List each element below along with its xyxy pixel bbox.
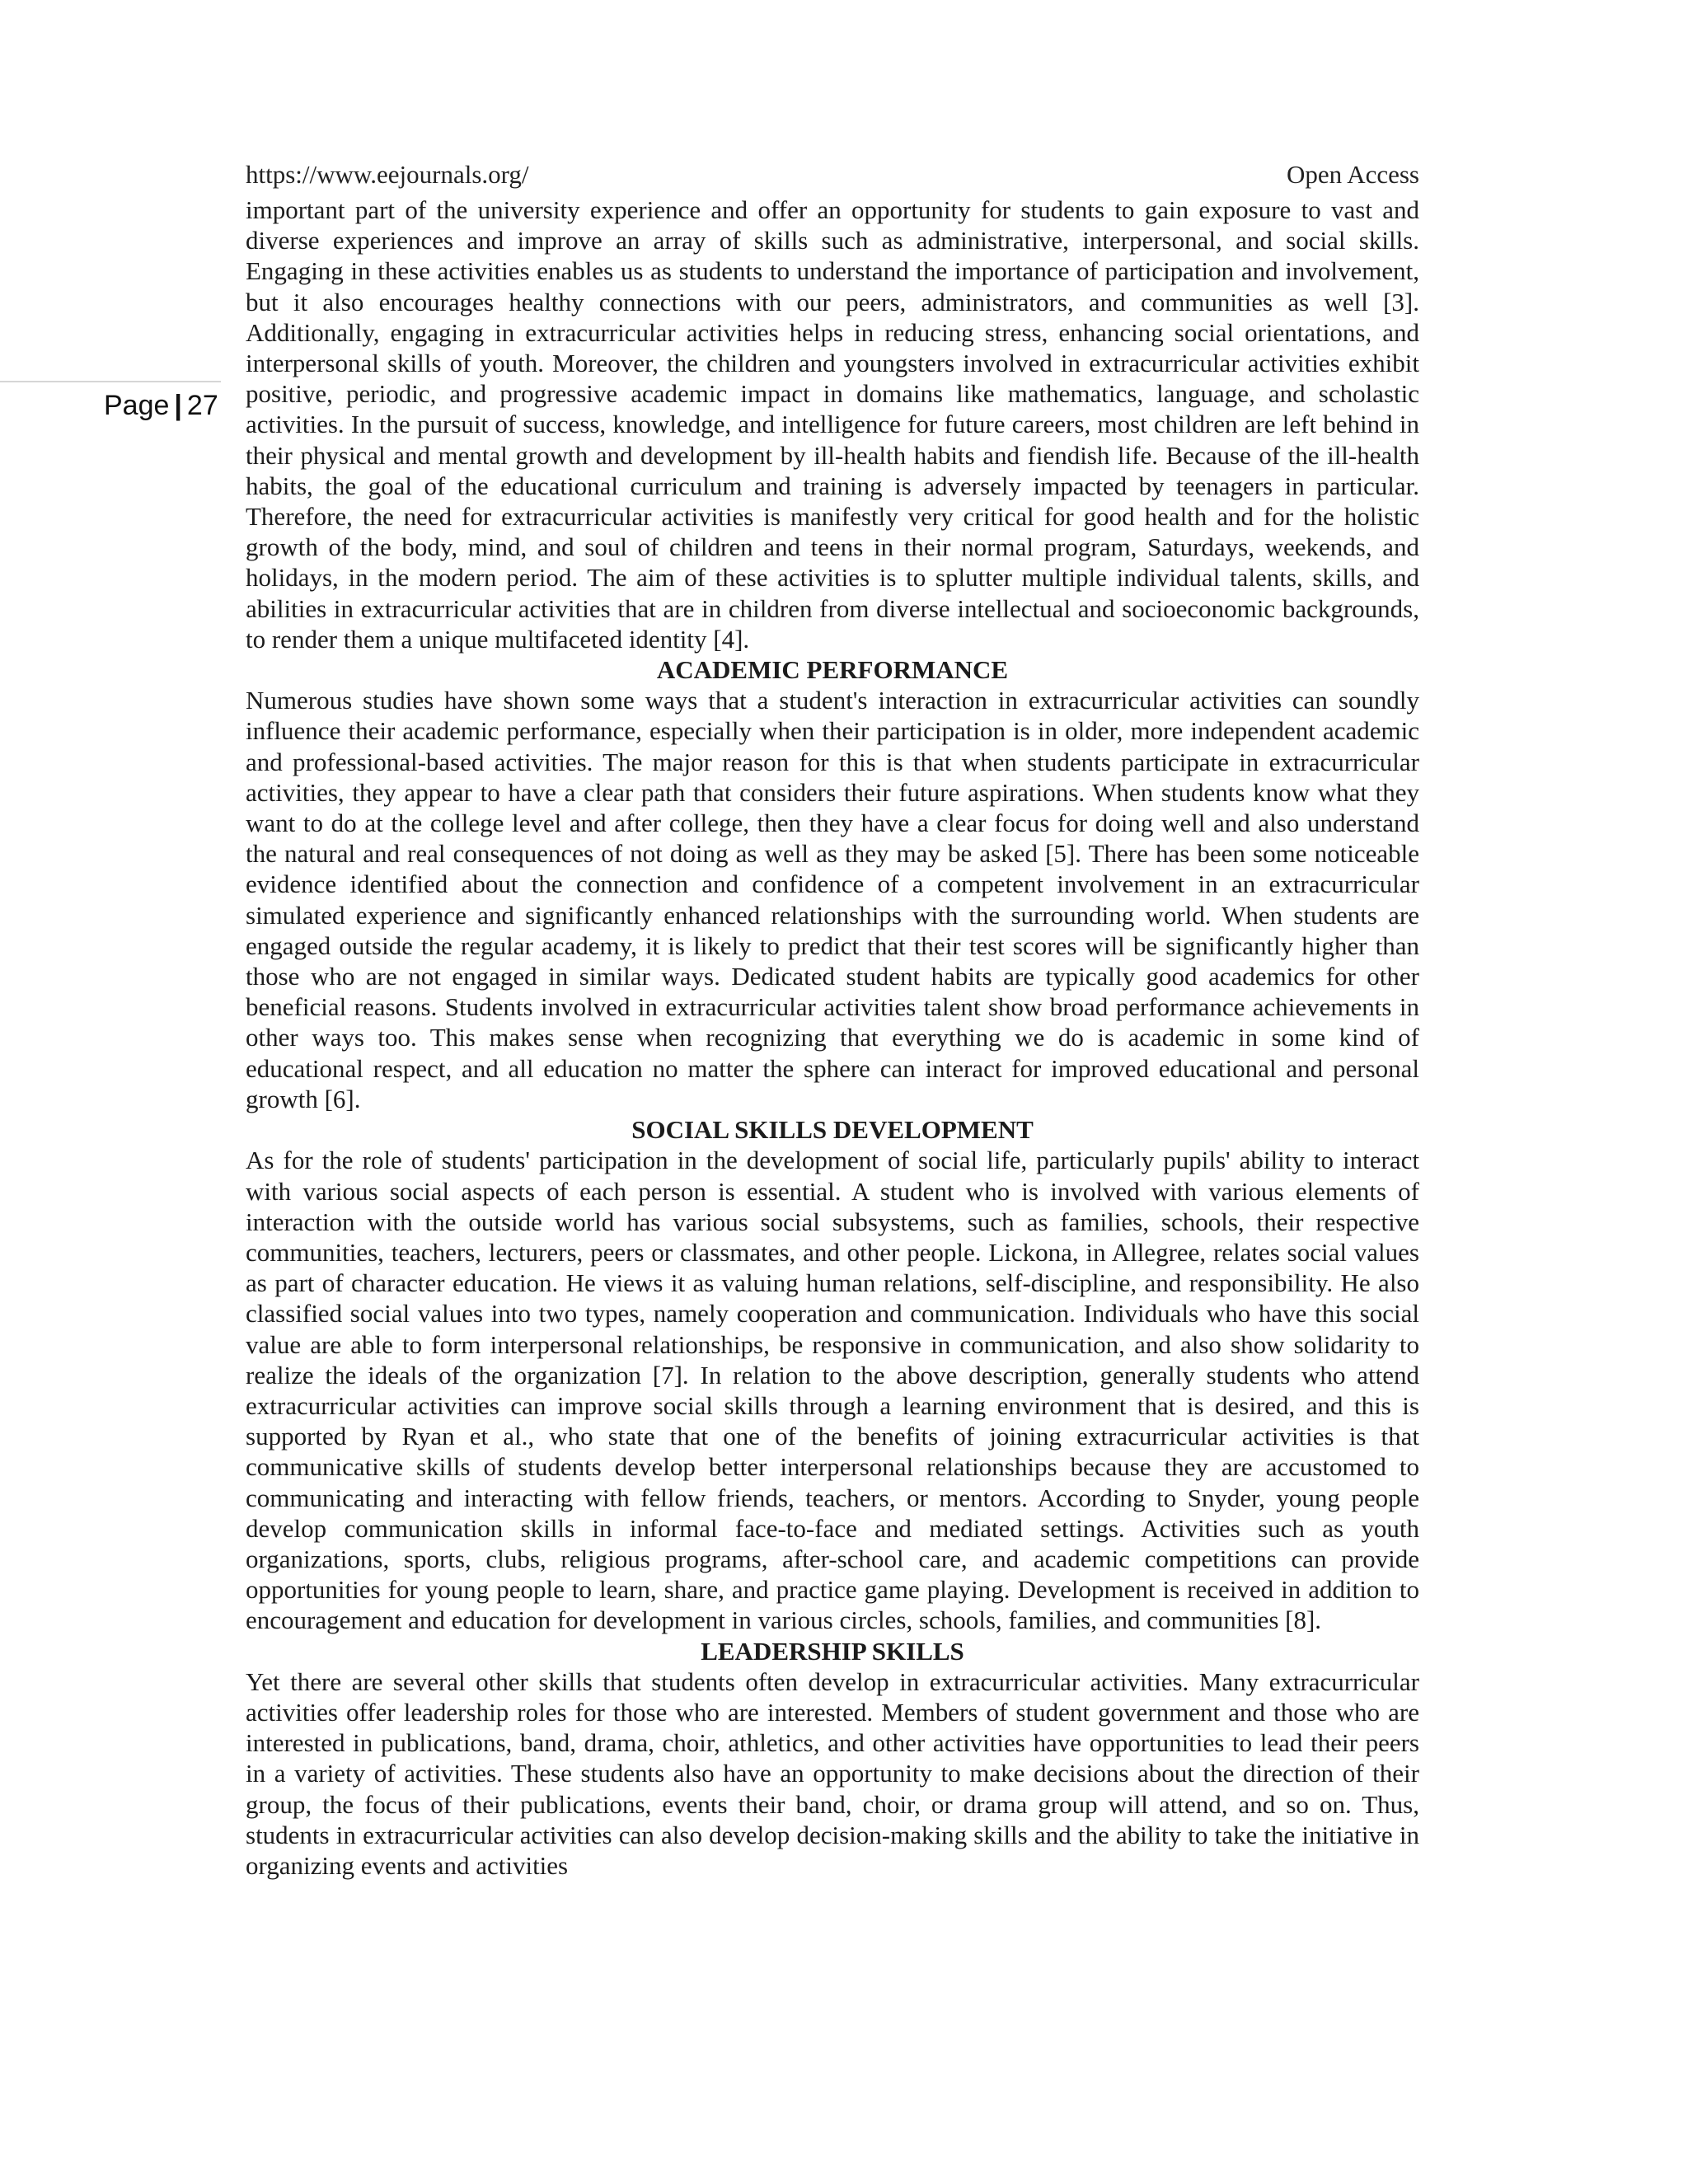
page-header	[246, 158, 1419, 191]
margin-divider	[0, 381, 221, 382]
open-access-label: Open Access	[1287, 160, 1419, 189]
section-heading-leadership-skills: LEADERSHIP SKILLS	[701, 1636, 964, 1666]
page-word: Page	[104, 390, 170, 421]
section-text-academic-performance: Numerous studies have shown some ways that a student's interaction in extracurricular activities can soundly influence their academic performance, especially when their participation is in older, more independent academic and professional-based activities. The major reason for this is that when students participate in extracurricular activities, they appear to have a clear path that considers their future aspirations. When students know what they want to do at the college level and after college, then they have a clear focus for doing well and also understand the natural and real consequences of not doing as well as they may be asked [5]. There has been some noticeable evidence identified about the connection and confidence of a competent involvement in an extracurricular simulated experience and significantly enhanced relationships with the surrounding world. When students are engaged outside the regular academy, it is likely to predict that their test scores will be significantly higher than those who are not engaged in similar ways. Dedicated student habits are typically good academics for other beneficial reasons. Students involved in extracurricular activities talent show broad performance achievements in other ways too. This makes sense when recognizing that everything we do is academic in some kind of educational respect, and all education no matter the sphere can interact for improved educational and personal growth [6].	[246, 686, 1419, 1113]
section-text-leadership-skills: Yet there are several other skills that students often develop in extracurricular activities. Many extracurricular activities offer leadership roles for those who are interested. Members of student government and those who are interested in publications, band, drama, choir, athletics, and other activities have opportunities to lead their peers in a variety of activities. These students also have an opportunity to make decisions about the direction of their group, the focus of their publications, events their band, choir, or drama group will attend, and so on. Thus, students in extracurricular activities can also develop decision-making skills and the ability to take the initiative in organizing events and activities	[246, 1666, 1419, 1880]
page-number-label	[104, 389, 218, 422]
journal-url: https://www.eejournals.org/	[246, 160, 529, 189]
section-heading-academic-performance: ACADEMIC PERFORMANCE	[656, 655, 1009, 685]
page-separator: |	[174, 390, 182, 421]
section-text-social-skills: As for the role of students' participation in the development of social life, particularly pupils' ability to interact with various social aspects of each person is essential. A student who is involved with various elements of interaction with the outside world has various social subsystems, such as families, schools, their respective communities, teachers, lecturers, peers or classmates, and other people. Lickona, in Allegree, relates social values as part of character education. He views it as valuing human relations, self-discipline, and responsibility. He also classified social values into two types, namely cooperation and communication. Individuals who have this social value are able to form interpersonal relationships, be responsive in communication, and also show solidarity to realize the ideals of the organization [7]. In relation to the above description, generally students who attend extracurricular activities can improve social skills through a learning environment that is desired, and this is supported by Ryan et al., who state that one of the benefits of joining extracurricular activities is that communicative skills of students develop better interpersonal relationships because they are accustomed to communicating and interacting with fellow friends, teachers, or mentors. According to Snyder, young people develop communication skills in informal face-to-face and mediated settings. Activities such as youth organizations, sports, clubs, religious programs, after-school care, and academic competitions can provide opportunities for young people to learn, share, and practice game playing. Development is received in addition to encouragement and education for development in various circles, schools, families, and communities [8].	[246, 1146, 1419, 1635]
article-body	[246, 194, 1419, 1881]
page-number: 27	[186, 390, 218, 421]
intro-paragraph: important part of the university experience and offer an opportunity for students to gain exposure to vast and diverse experiences and improve an array of skills such as administrative, interpersonal, and social skills. Engaging in these activities enables us as students to understand the importance of participation and involvement, but it also encourages healthy connections with our peers, administrators, and communities as well [3]. Additionally, engaging in extracurricular activities helps in reducing stress, enhancing social orientations, and interpersonal skills of youth. Moreover, the children and youngsters involved in extracurricular activities exhibit positive, periodic, and progressive academic impact in domains like mathematics, language, and scholastic activities. In the pursuit of success, knowledge, and intelligence for future careers, most children are left behind in their physical and mental growth and development by ill-health habits and fiendish life. Because of the ill-health habits, the goal of the educational curriculum and training is adversely impacted by teenagers in particular. Therefore, the need for extracurricular activities is manifestly very critical for good health and for the holistic growth of the body, mind, and soul of children and teens in their normal program, Saturdays, weekends, and holidays, in the modern period. The aim of these activities is to splutter multiple individual talents, skills, and abilities in extracurricular activities that are in children from diverse intellectual and socioeconomic backgrounds, to render them a unique multifaceted identity [4].	[246, 195, 1419, 654]
section-heading-social-skills: SOCIAL SKILLS DEVELOPMENT	[631, 1115, 1034, 1145]
